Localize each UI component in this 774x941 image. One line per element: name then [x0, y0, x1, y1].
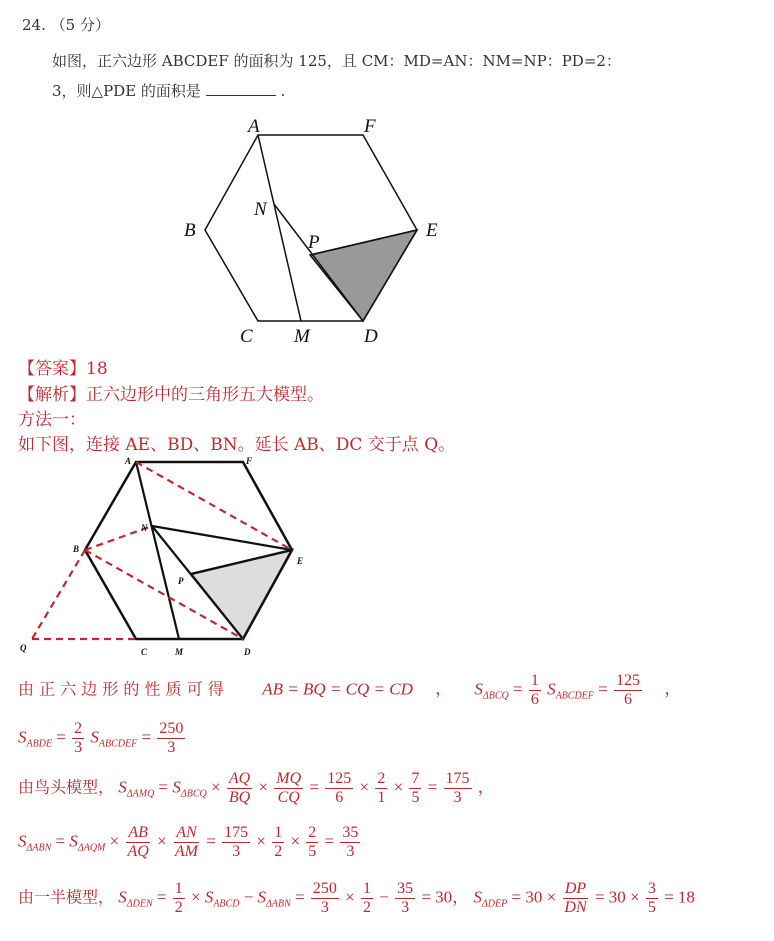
label-m: M: [294, 326, 310, 347]
subscript: ΔBCQ: [180, 788, 207, 800]
symbol: S: [547, 679, 556, 699]
comma: ，: [664, 679, 682, 699]
subscript: ΔABN: [26, 842, 52, 854]
problem-line-2-text: 3，则△PDE 的面积是: [52, 82, 201, 100]
equals: =: [156, 887, 167, 907]
equals: =: [158, 777, 169, 797]
fraction: $\frac{1}{2}$: [174, 880, 183, 916]
equals: = 30 ×: [511, 887, 557, 907]
problem-number: [22, 14, 110, 35]
fraction: $\frac{3}{5}$: [647, 880, 656, 916]
minus: −: [379, 887, 389, 907]
label2-q: Q: [20, 643, 27, 653]
comma: ，: [435, 679, 453, 699]
times: ×: [258, 777, 269, 797]
label-a: A: [248, 116, 260, 137]
label-n: N: [254, 199, 267, 220]
fraction: $\frac{1}{2}$: [274, 824, 283, 860]
answer-blank: [206, 83, 276, 96]
analysis-line: 【解析】正六边形中的三角形五大模型。: [18, 385, 324, 405]
method-label: 方法一：: [18, 410, 86, 430]
fraction: $\frac{250}{3}$: [312, 880, 337, 916]
label-b: B: [184, 220, 196, 241]
answer-line: 【答案】18: [18, 359, 108, 379]
fraction: $\frac{2}{3}$: [74, 720, 83, 756]
fraction: $\frac{1}{6}$: [530, 672, 539, 708]
text: 由 正 六 边 形 的 性 质 可 得: [18, 679, 224, 699]
fraction: $\frac{35}{3}$: [397, 880, 414, 916]
segment-ne-2: [152, 526, 292, 550]
hexagon-figure-1: [170, 108, 460, 348]
fraction: $\frac{125}{6}$: [616, 672, 640, 708]
equals: =: [324, 831, 335, 851]
times: ×: [157, 831, 167, 851]
label2-n: N: [141, 523, 148, 533]
equals: = 18: [664, 887, 695, 907]
fraction: $\frac{7}{5}$: [411, 770, 420, 806]
subscript: ABDE: [26, 738, 53, 750]
label2-f: F: [246, 456, 253, 466]
label2-m: M: [175, 647, 184, 657]
label2-a: A: [125, 456, 132, 466]
fraction: $\frac{AN}{AM}$: [174, 824, 199, 860]
equals: =: [598, 679, 608, 699]
symbol: S: [204, 887, 214, 907]
label-d: D: [364, 326, 378, 347]
minus: −: [243, 887, 254, 907]
label2-p: P: [178, 576, 184, 586]
subscript: ABCDEF: [555, 690, 594, 702]
fraction: $\frac{35}{3}$: [342, 824, 359, 860]
hexagon-outline: [205, 135, 417, 321]
subscript: ABCD: [213, 898, 240, 910]
text: 由一半模型，: [18, 887, 115, 907]
fraction: $\frac{175}{3}$: [224, 824, 249, 860]
problem-line-2: [52, 80, 285, 101]
math-line-1: [18, 672, 681, 709]
symbol: S: [172, 777, 181, 797]
fraction: $\frac{2}{1}$: [377, 770, 386, 806]
label2-c: C: [141, 647, 148, 657]
math-line-4: [18, 824, 362, 861]
equals: =: [141, 727, 152, 747]
math-line-5: [18, 880, 695, 917]
equals: =: [427, 777, 438, 797]
label-c: C: [240, 326, 253, 347]
times: ×: [359, 777, 370, 797]
times: ×: [290, 831, 301, 851]
subscript: ΔDEN: [126, 898, 153, 910]
subscript: ΔDEP: [481, 898, 508, 910]
subscript: ΔABN: [266, 898, 291, 910]
math-line-3: [18, 770, 495, 807]
fraction: $\frac{125}{6}$: [327, 770, 352, 806]
times: ×: [190, 887, 201, 907]
label-e: E: [426, 220, 438, 241]
equals: =: [295, 887, 305, 907]
times: ×: [256, 831, 266, 851]
symbol: S: [118, 777, 127, 797]
label2-b: B: [73, 544, 80, 554]
method-step: 如下图，连接 AE、BD、BN。延长 AB、DC 交于点 Q。: [18, 435, 456, 455]
math-line-2: [18, 720, 187, 757]
times: ×: [345, 887, 355, 907]
times: ×: [109, 831, 120, 851]
hexagon-figure-2: [14, 452, 324, 664]
hexagon-outline-2: [85, 462, 292, 639]
equals: =: [512, 679, 523, 699]
fraction: $\frac{AQ}{BQ}$: [228, 770, 251, 806]
equals: = 30，: [421, 887, 470, 907]
symbol: S: [474, 679, 483, 699]
equals: =: [56, 727, 66, 747]
shaded-triangle-pde: [310, 230, 417, 321]
label-p: P: [308, 232, 320, 253]
equation: AB = BQ = CQ = CD: [262, 679, 413, 699]
subscript: ΔAQM: [77, 842, 106, 854]
segment-am: [258, 135, 301, 321]
symbol: S: [118, 887, 127, 907]
fraction: $\frac{250}{3}$: [159, 720, 184, 756]
fraction: $\frac{AB}{AQ}$: [127, 824, 149, 860]
equals: =: [206, 831, 216, 851]
symbol: S: [69, 831, 78, 851]
label2-d: D: [244, 647, 251, 657]
symbol: S: [257, 887, 267, 907]
subscript: ΔAMQ: [126, 788, 155, 800]
equals: =: [55, 831, 66, 851]
symbol: S: [18, 727, 27, 747]
equals: =: [309, 777, 320, 797]
fraction: $\frac{DP}{DN}$: [564, 880, 587, 916]
text: 由鸟头模型，: [18, 777, 115, 797]
subscript: ABCDEF: [98, 738, 138, 750]
question-number: 24.: [22, 16, 46, 34]
dashed-bq: [32, 550, 85, 639]
times: ×: [393, 777, 404, 797]
symbol: S: [90, 727, 99, 747]
fraction: $\frac{MQ}{CQ}$: [276, 770, 302, 806]
question-points: （5 分）: [50, 16, 110, 34]
problem-line-1: 如图，正六边形 ABCDEF 的面积为 125，且 CM：MD=AN：NM=NP：PD=2：: [52, 52, 621, 70]
fraction: $\frac{2}{5}$: [308, 824, 317, 860]
problem-line-2-end: .: [280, 82, 286, 100]
label-f: F: [364, 116, 376, 137]
subscript: ΔBCQ: [482, 690, 509, 702]
symbol: S: [473, 887, 482, 907]
comma: ，: [477, 777, 495, 797]
symbol: S: [18, 831, 27, 851]
equals: = 30 ×: [594, 887, 640, 907]
times: ×: [211, 777, 221, 797]
fraction: $\frac{1}{2}$: [362, 880, 371, 916]
fraction: $\frac{175}{3}$: [445, 770, 470, 806]
label2-e: E: [297, 556, 304, 566]
